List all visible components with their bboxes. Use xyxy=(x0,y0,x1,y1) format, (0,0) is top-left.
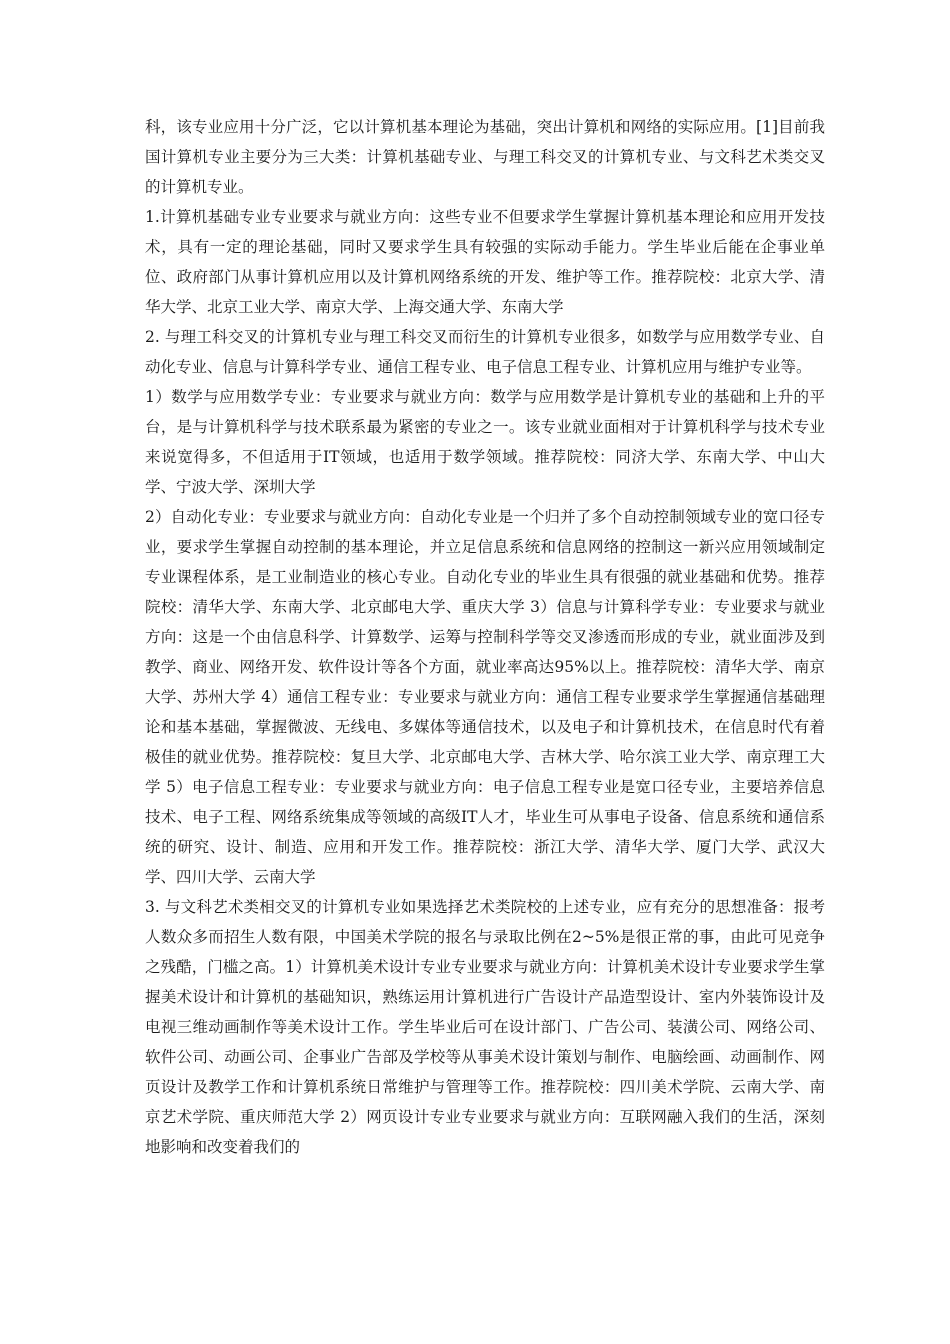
paragraph-basic-major: 1.计算机基础专业专业要求与就业方向：这些专业不但要求学生掌握计算机基本理论和应用开发技术，具有一定的理论基础，同时又要求学生具有较强的实际动手能力。学生毕业后能在企事业单位、政府部门从事计算机应用以及计算机网络系统的开发、维护等工作。推荐院校：北京大学、清华大学、北京工业大学、南京大学、上海交通大学、东南大学 xyxy=(145,208,825,316)
paragraph-science-engineering: 2. 与理工科交叉的计算机专业与理工科交叉而衍生的计算机专业很多，如数学与应用数学专业、自动化专业、信息与计算科学专业、通信工程专业、电子信息工程专业、计算机应用与维护专业等。 xyxy=(145,328,825,376)
document-body xyxy=(145,112,825,1162)
paragraph-automation-major: 2）自动化专业：专业要求与就业方向：自动化专业是一个归并了多个自动控制领域专业的宽口径专业，要求学生掌握自动控制的基本理论，并立足信息系统和信息网络的控制这一新兴应用领域制定专业课程体系，是工业制造业的核心专业。自动化专业的毕业生具有很强的就业基础和优势。推荐院校：清华大学、东南大学、北京邮电大学、重庆大学 3）信息与计算科学专业：专业要求与就业方向：这是一个由信息科学、计算数学、运筹与控制科学等交叉渗透而形成的专业，就业面涉及到教学、商业、网络开发、软件设计等各个方面，就业率高达95%以上。推荐院校：清华大学、南京大学、苏州大学 4）通信工程专业：专业要求与就业方向：通信工程专业要求学生掌握通信基础理论和基本基础，掌握微波、无线电、多媒体等通信技术，以及电子和计算机技术，在信息时代有着极佳的就业优势。推荐院校：复旦大学、北京邮电大学、吉林大学、哈尔滨工业大学、南京理工大学 5）电子信息工程专业：专业要求与就业方向：电子信息工程专业是宽口径专业，主要培养信息技术、电子工程、网络系统集成等领域的高级IT人才，毕业生可从事电子设备、信息系统和通信系统的研究、设计、制造、应用和开发工作。推荐院校：浙江大学、清华大学、厦门大学、武汉大学、四川大学、云南大学 xyxy=(145,508,825,886)
paragraph-arts-major: 3. 与文科艺术类相交叉的计算机专业如果选择艺术类院校的上述专业，应有充分的思想准备：报考人数众多而招生人数有限，中国美术学院的报名与录取比例在2~5%是很正常的事，由此可见竞争之残酷，门槛之高。1）计算机美术设计专业专业要求与就业方向：计算机美术设计专业要求学生掌握美术设计和计算机的基础知识，熟练运用计算机进行广告设计产品造型设计、室内外装饰设计及电视三维动画制作等美术设计工作。学生毕业后可在设计部门、广告公司、装潢公司、网络公司、软件公司、动画公司、企事业广告部及学校等从事美术设计策划与制作、电脑绘画、动画制作、网页设计及教学工作和计算机系统日常维护与管理等工作。推荐院校：四川美术学院、云南大学、南京艺术学院、重庆师范大学 2）网页设计专业专业要求与就业方向：互联网融入我们的生活，深刻地影响和改变着我们的 xyxy=(145,898,825,1156)
paragraph-intro: 科，该专业应用十分广泛，它以计算机基本理论为基础，突出计算机和网络的实际应用。[1]目前我国计算机专业主要分为三大类：计算机基础专业、与理工科交叉的计算机专业、与文科艺术类交叉的计算机专业。 xyxy=(145,118,825,196)
paragraph-math-major: 1）数学与应用数学专业：专业要求与就业方向：数学与应用数学是计算机专业的基础和上升的平台，是与计算机科学与技术联系最为紧密的专业之一。该专业就业面相对于计算机科学与技术专业来说宽得多，不但适用于IT领域，也适用于数学领域。推荐院校：同济大学、东南大学、中山大学、宁波大学、深圳大学 xyxy=(145,388,825,496)
